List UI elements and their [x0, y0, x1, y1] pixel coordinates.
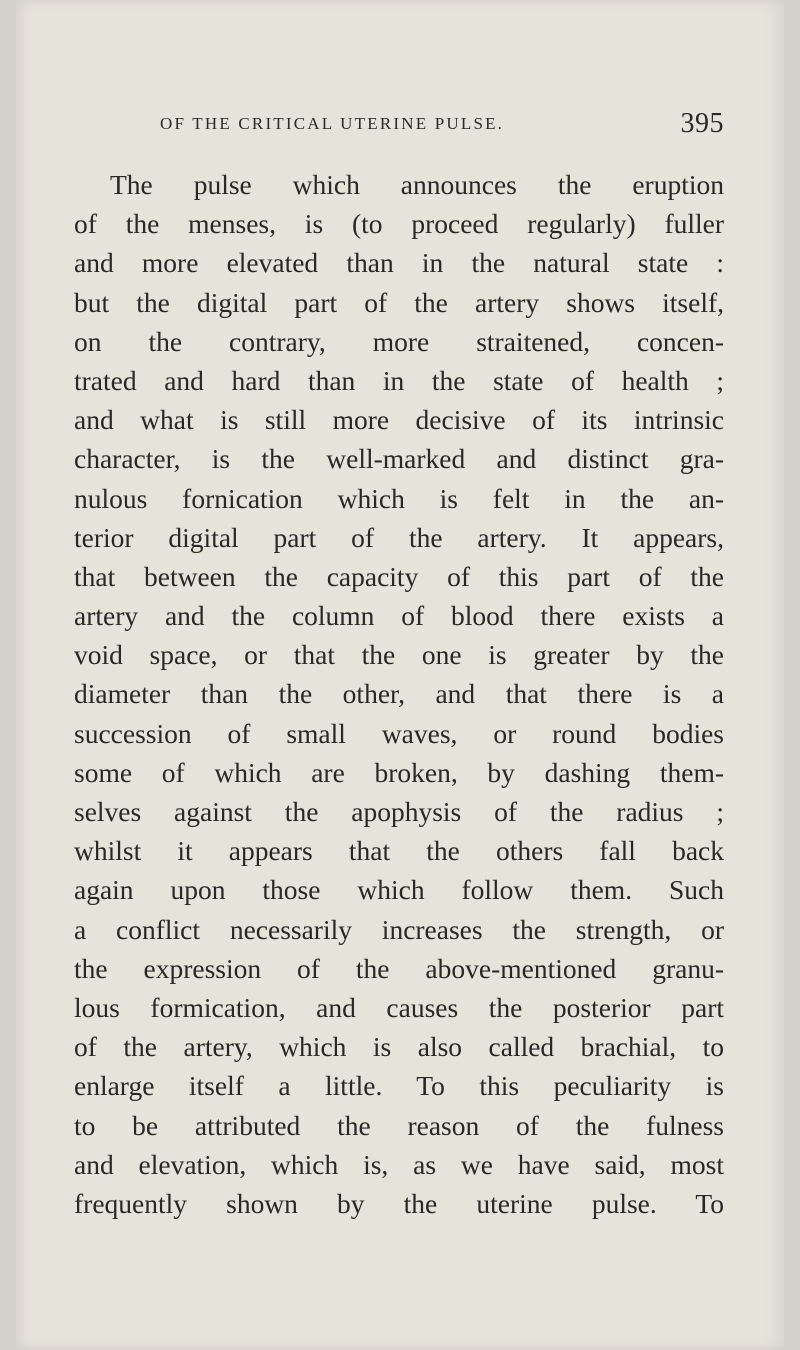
book-page	[16, 0, 784, 1350]
text-line: The pulse which announces the eruption	[110, 169, 724, 200]
page-header	[160, 108, 724, 144]
text-line: frequently shown by the uterine pulse. To	[74, 1187, 724, 1219]
text-line: whilst it appears that the others fall back	[74, 835, 724, 867]
text-line: lous formication, and causes the posterior part	[74, 991, 724, 1023]
text-line: of the menses, is (to proceed regularly) fuller	[74, 208, 724, 240]
text-line: diameter than the other, and that there is a	[74, 678, 724, 710]
text-line: succession of small waves, or round bodies	[74, 717, 724, 749]
text-line: that between the capacity of this part of the	[74, 560, 724, 592]
text-line: and elevation, which is, as we have said, most	[74, 1148, 724, 1180]
text-line: again upon those which follow them. Such	[74, 874, 724, 906]
text-line: but the digital part of the artery shows itself,	[74, 286, 724, 318]
text-line: the expression of the above-mentioned granu-	[74, 952, 724, 984]
text-line: artery and the column of blood there exists a	[74, 600, 724, 632]
text-line: void space, or that the one is greater by the	[74, 639, 724, 671]
running-title: OF THE CRITICAL UTERINE PULSE.	[160, 114, 505, 133]
text-line: nulous fornication which is felt in the an-	[74, 482, 724, 514]
body-text	[74, 165, 724, 1223]
text-line: terior digital part of the artery. It appears,	[74, 521, 724, 553]
text-line: a conflict necessarily increases the strength, or	[74, 913, 724, 945]
text-line: of the artery, which is also called brachial, to	[74, 1031, 724, 1063]
text-line: character, is the well-marked and distinct gra-	[74, 443, 724, 475]
text-line: selves against the apophysis of the radius ;	[74, 796, 724, 827]
text-line: trated and hard than in the state of health ;	[74, 364, 724, 396]
text-line: and what is still more decisive of its intrinsic	[74, 404, 724, 436]
text-line: some of which are broken, by dashing them-	[74, 756, 724, 788]
page-number: 395	[680, 108, 724, 139]
text-line: and more elevated than in the natural state :	[74, 247, 724, 279]
text-line: enlarge itself a little. To this peculiarity is	[74, 1070, 724, 1102]
text-line: to be attributed the reason of the fulness	[74, 1109, 724, 1141]
text-line: on the contrary, more straitened, concen-	[74, 325, 724, 357]
